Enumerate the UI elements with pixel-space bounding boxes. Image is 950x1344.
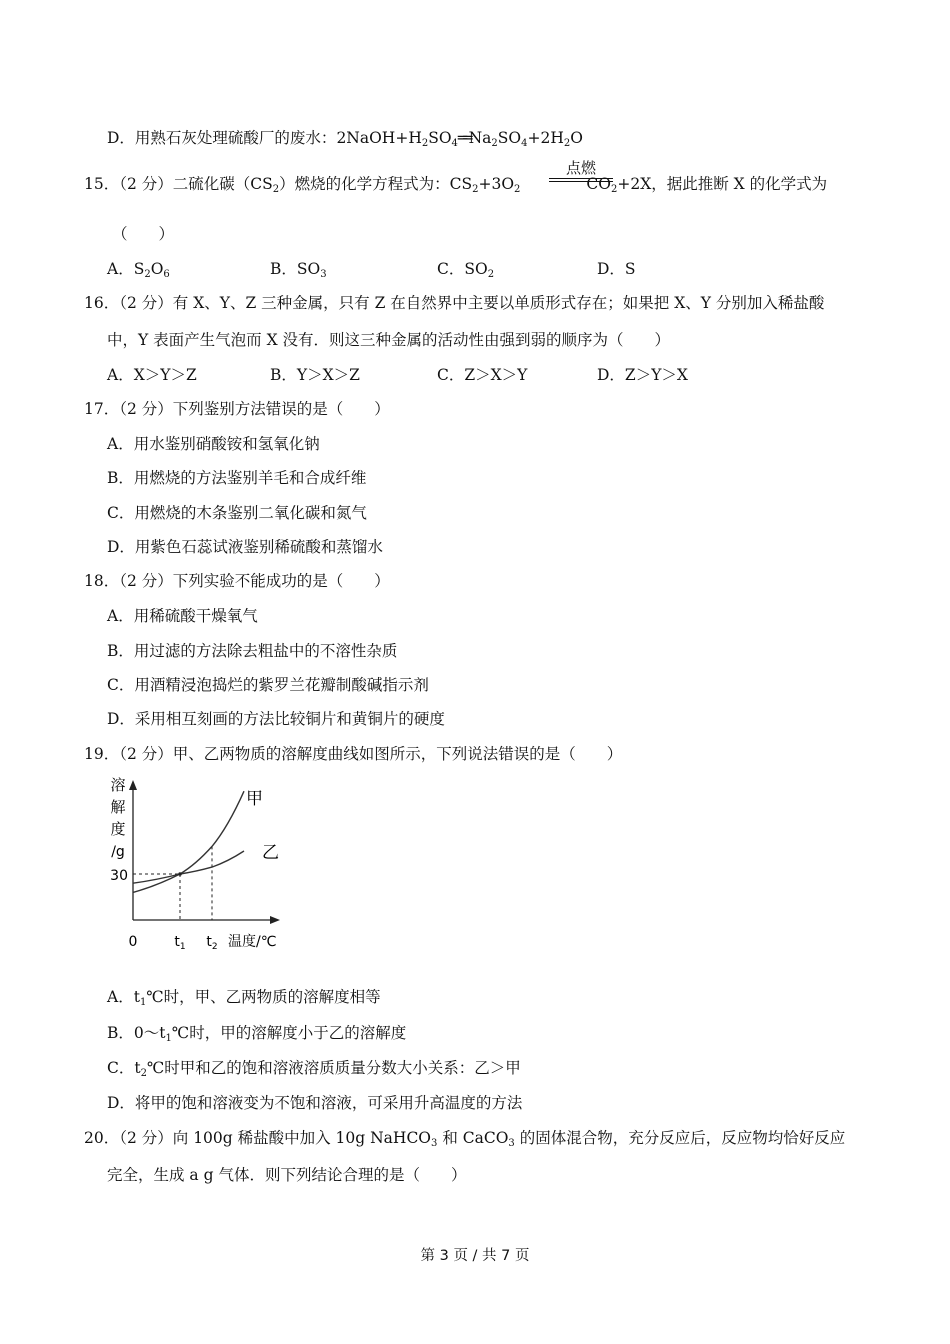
question-16-line2: 中，Y 表面产生气泡而 X 没有．则这三种金属的活动性由强到弱的顺序为（ ） (107, 331, 671, 349)
x-axis-arrow (270, 916, 280, 924)
q16-option-c: C．Z＞X＞Y (437, 366, 528, 384)
question-16-line1: 16．（2 分）有 X、Y、Z 三种金属，只有 Z 在自然界中主要以单质形式存在；如果把 X、Y 分别加入稀盐酸 (84, 294, 825, 312)
q15-option-c: C．$SO_2$ (437, 260, 495, 280)
q17-option-d: D．用紫色石蕊试液鉴别稀硫酸和蒸馏水 (107, 538, 383, 556)
origin-label: 0 (128, 934, 138, 950)
q19-option-c: C．$t_2℃$时甲和乙的饱和溶液溶质质量分数大小关系：乙＞甲 (107, 1059, 521, 1079)
series-label-yi: 乙 (262, 843, 279, 863)
q17-option-c: C．用燃烧的木条鉴别二氧化碳和氮气 (107, 504, 367, 522)
q18-option-a: A．用稀硫酸干燥氧气 (107, 607, 258, 625)
x-tick-t1: $t_1$ (174, 934, 186, 952)
intersection-point (178, 872, 182, 876)
series-curve-jia (133, 791, 244, 892)
question-18-stem: 18．（2 分）下列实验不能成功的是（ ） (84, 572, 390, 590)
q15-option-b: B．$SO_3$ (270, 260, 327, 280)
y-axis-arrow (129, 780, 137, 790)
q14-option-d: D．用熟石灰处理硫酸厂的废水：$2NaOH+H_2SO_4══Na_2SO_4+2H_2O$ (107, 129, 583, 149)
q16-option-b: B．Y＞X＞Z (270, 366, 360, 384)
series-curve-yi (133, 851, 244, 883)
y-axis-label-char: 度 (110, 820, 126, 838)
q17-option-a: A．用水鉴别硝酸铵和氢氧化钠 (107, 435, 320, 453)
y-tick-30: 30 (110, 868, 128, 884)
question-20-line2: 完全，生成 a g 气体．则下列结论合理的是（ ） (107, 1166, 467, 1184)
q16-option-d: D．Z＞Y＞X (597, 366, 688, 384)
x-axis-label: 温度/℃ (228, 934, 277, 950)
y-axis-label-char: 溶 (110, 776, 126, 794)
q19-option-d: D．将甲的饱和溶液变为不饱和溶液，可采用升高温度的方法 (107, 1094, 523, 1112)
q18-option-b: B．用过滤的方法除去粗盐中的不溶性杂质 (107, 642, 398, 660)
q15-option-d: D．S (597, 260, 636, 278)
question-17-stem: 17．（2 分）下列鉴别方法错误的是（ ） (84, 400, 390, 418)
page-footer: 第 3 页 / 共 7 页 (420, 1248, 530, 1264)
question-20-line1: 20．（2 分）向 100g 稀盐酸中加入 10g NaHCO$_3$ 和 CaCO$_3$ 的固体混合物，充分反应后，反应物均恰好反应 (84, 1129, 846, 1149)
solubility-chart (100, 768, 290, 954)
q18-option-c: C．用酒精浸泡捣烂的紫罗兰花瓣制酸碱指示剂 (107, 676, 429, 694)
q19-option-b: B．$0\sim t_1℃$时，甲的溶解度小于乙的溶解度 (107, 1024, 407, 1044)
q15-option-a: A．$S_2O_6$ (107, 260, 170, 280)
q19-option-a: A．$t_1℃$时，甲、乙两物质的溶解度相等 (107, 988, 381, 1008)
question-19-stem: 19．（2 分）甲、乙两物质的溶解度曲线如图所示，下列说法错误的是（ ） (84, 745, 623, 763)
question-15-stem: 15．（2 分）二硫化碳$(CS_2)$燃烧的化学方程式为：$CS_2+3O_2$ $CO_2+2X$，据此推断 X 的化学式为 (84, 175, 828, 195)
reaction-condition: 点燃 (565, 159, 596, 177)
reaction-condition-arrow (549, 160, 613, 182)
series-label-jia: 甲 (246, 789, 263, 809)
y-axis-label-char: /g (111, 844, 125, 860)
y-axis-label-char: 解 (110, 798, 126, 816)
q17-option-b: B．用燃烧的方法鉴别羊毛和合成纤维 (107, 469, 367, 487)
question-15-paren: （ ） (112, 225, 175, 243)
x-tick-t2: $t_2$ (206, 934, 218, 952)
q18-option-d: D．采用相互刻画的方法比较铜片和黄铜片的硬度 (107, 710, 445, 728)
q16-option-a: A．X＞Y＞Z (107, 366, 197, 384)
